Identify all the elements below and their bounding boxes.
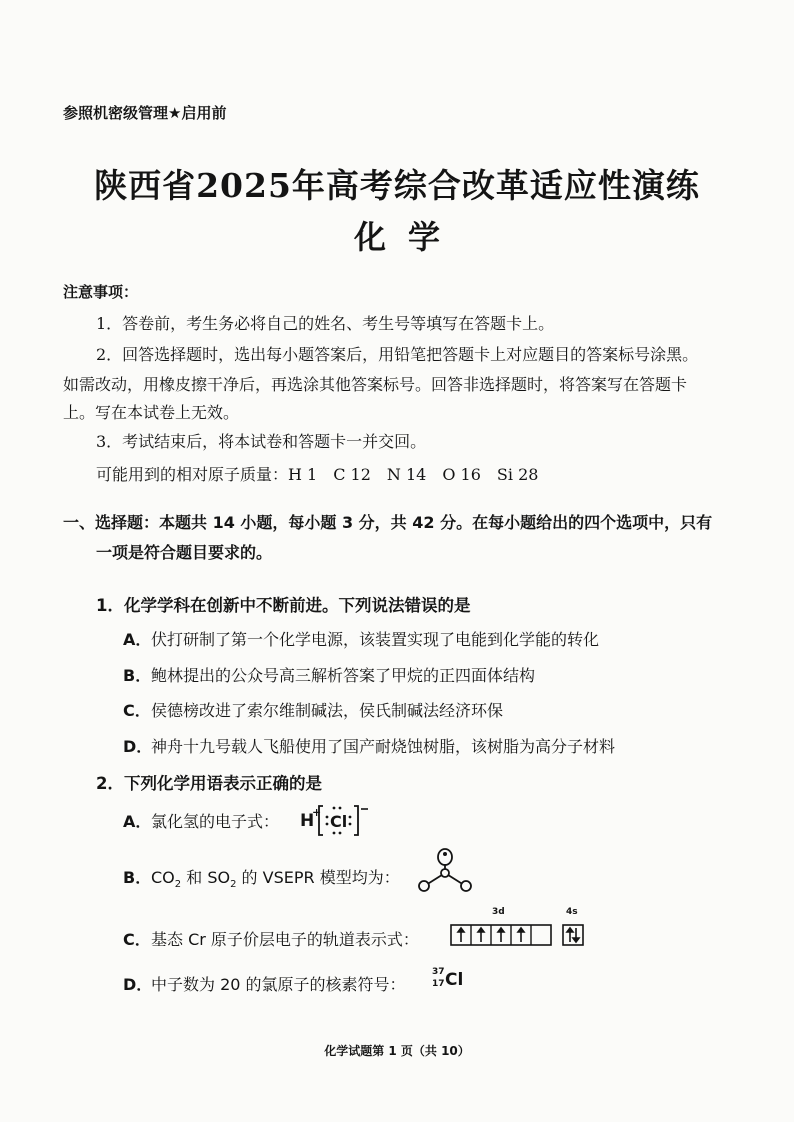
subscript-2: 2: [230, 879, 237, 891]
option-text: 鲍林提出的公众号高三解析答案了甲烷的正四面体结构: [151, 666, 536, 685]
question-2-option-c: [123, 927, 419, 950]
formula-cl: Cl: [330, 812, 348, 831]
notice-item-3: 3．考试结束后，将本试卷和答题卡一并交回。: [96, 432, 427, 451]
subscript-2: 2: [174, 879, 182, 891]
notice-heading: 注意事项：: [63, 283, 139, 301]
exam-title: 陕西省2025年高考综合改革适应性演练: [94, 166, 700, 205]
orbital-label-4s: 4s: [566, 907, 578, 917]
notice-item-2-line-1: 2．回答选择题时，选出每小题答案后，用铅笔把答题卡上对应题目的答案标号涂黑。: [96, 345, 699, 364]
option-label: D．: [123, 737, 153, 756]
section-1-instructions-line-1: 一、选择题：本题共 14 小题，每小题 3 分，共 42 分。在每小题给出的四个选项中，只有: [63, 513, 713, 532]
question-2-option-d: [123, 972, 406, 995]
option-label: B．: [123, 666, 152, 685]
option-label: A．: [123, 812, 152, 831]
question-2-stem: 2．下列化学用语表示正确的是: [96, 774, 322, 793]
question-1-stem: 1．化学学科在创新中不断前进。下列说法错误的是: [96, 596, 471, 615]
option-text: 氯化氢的电子式：: [151, 812, 280, 831]
element-symbol: Cl: [445, 970, 464, 990]
notice-item-2-line-2: 如需改动，用橡皮擦干净后，再选涂其他答案标号。回答非选择题时，将答案写在答题卡: [63, 375, 688, 394]
notice-item-2-line-3: 上。写在本试卷上无效。: [63, 403, 240, 422]
option-label: C．: [123, 930, 151, 949]
option-label: C．: [123, 701, 151, 720]
option-label: A．: [123, 630, 152, 649]
question-1-option-c: [123, 698, 503, 721]
co2-text: CO: [151, 868, 175, 887]
section-1-instructions-line-2: 一项是符合题目要求的。: [96, 543, 273, 562]
svg-text:+: +: [312, 806, 322, 819]
question-1-option-a: [123, 627, 599, 650]
mass-number: 37: [432, 967, 445, 977]
hcl-electron-formula: [298, 800, 378, 840]
vsepr-model-diagram: [412, 846, 478, 896]
option-label: D．: [123, 975, 153, 994]
relative-atomic-masses: 可能用到的相对原子质量：H 1 C 12 N 14 O 16 Si 28: [96, 465, 539, 484]
option-text: 中子数为 20 的氯原子的核素符号：: [151, 975, 406, 994]
option-text: 神舟十九号载人飞船使用了国产耐烧蚀树脂，该树脂为高分子材料: [151, 737, 616, 756]
page-footer: 化学试题第 1 页（共 10）: [324, 1044, 470, 1058]
option-text: 基态 Cr 原子价层电子的轨道表示式：: [151, 930, 419, 949]
question-2-option-b: [123, 865, 400, 890]
notice-item-1: 1．答卷前，考生务必将自己的姓名、考生号等填写在答题卡上。: [96, 314, 555, 333]
so2-text: 和 SO: [181, 868, 231, 887]
question-1-option-d: [123, 734, 615, 757]
cr-orbital-diagram: [450, 922, 585, 948]
question-2-option-a: [123, 809, 279, 832]
vsepr-text: 的 VSEPR 模型均为：: [236, 868, 400, 887]
atomic-number: 17: [432, 979, 445, 989]
option-text: 侯德榜改进了索尔维制碱法，侯氏制碱法经济环保: [151, 701, 504, 720]
question-1-option-b: [123, 663, 535, 686]
option-text: 伏打研制了第一个化学电源，该装置实现了电能到化学能的转化: [151, 630, 600, 649]
subject-title: 化学: [353, 218, 462, 256]
option-label: B．: [123, 868, 152, 887]
formula-h: H: [300, 811, 315, 831]
confidentiality-label: 参照机密级管理★启用前: [63, 104, 227, 122]
orbital-label-3d: 3d: [492, 907, 505, 917]
